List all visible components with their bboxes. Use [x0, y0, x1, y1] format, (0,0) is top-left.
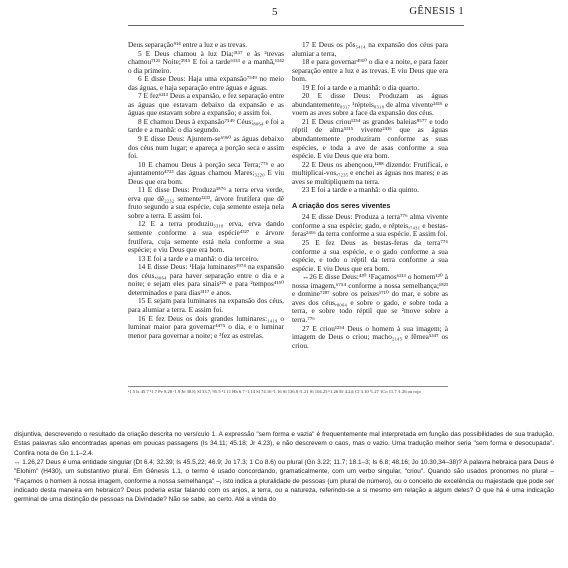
verse-paragraph: 21 E Deus criou¹²⁵⁴ as grandes baleias⁸⁵⁷⁷ e todo réptil de alma⁵³¹⁵ vivente²⁴¹⁶ que as águas abundantemente produziram conforme as suas espécies, e toda a ave de asas conforme a sua espécie. E viu Deus que era bom.: [292, 116, 448, 161]
verse-paragraph: 15 E sejam para luminares na expansão dos céus, para alumiar a terra. E assim foi.: [128, 296, 284, 314]
verse-paragraph: 9 E disse Deus: Ajuntem-se⁶⁹⁶⁰ as águas debaixo dos céus num lugar; e apareça a porção seca e assim foi.: [128, 134, 284, 161]
cross-reference-footnotes: [128, 386, 448, 395]
verse-paragraph: 24 E disse Deus: Produza a terra⁷⁷⁶ alma vivente conforme a sua espécie; gado, e répteis,₇₄₃₁ e bestas-feras²⁴¹⁶ da terra conforme a sua espécie. E assim foi.: [292, 212, 448, 239]
commentary-paragraph: disjuntiva, descrevendo o resultado da criação descrita no versículo 1. A expressão "sem forma e vazia" é frequentemente mal interpretada em função das possibilidades de sua tradução. Estas palavras são encontradas apenas em poucas passagens (Is 34.11; 45.18; Jr 4.23), e não descrevem o caos, mas o vazio. Uma tradução melhor seria "sem forma e desocupada". Confira nota de Gn 1.1–2.4.: [14, 431, 554, 457]
verse-paragraph: 13 E foi a tarde e a manhã: o dia terceiro.: [138, 253, 259, 263]
verse-paragraph: 20 E disse Deus: Produzam as águas abundantemente₈₃₁₇ ¹répteis₈₃₁₈ de alma vivente²⁴¹⁶ e voem as aves sobre a face da expansão dos céus.: [292, 91, 448, 118]
right-text-column: [292, 41, 448, 350]
commentary-paragraph: ↔ 1.26,27 Deus é uma entidade singular (Dt 6.4; 32.39; Is 45.5,22; 46.9; Jo 17.3; 1 Co 8.6) ou plural (Gn 3.22; 11.7; 18.1–3; Is 6.8; 48.16; Jo 10.30,34–38)? A palavra hebraica para Deus é "Elohim" (H430), um substantivo plural. Em Gênesis 1.1, o termo é usado concordando, gramaticalmente, com um verbo singular, "criou". Quando são usados pronomes no plural – "Façamos o homem à nossa imagem, conforme a nossa semelhança" –, isto indica a pluralidade de pessoas (um plural de número), ou o conceito de excelência ou majestade que pode ser indicado desta maneira em hebraico? Deus poderia estar falando com os anjos, a terra, ou a natureza, referindo-se a si mesmo em relação a algum deles? O que há é uma indicação germinal de uma distinção de pessoas na Divindade? Não se sabe, ao certo. Até a vinda do: [14, 459, 554, 504]
verse-paragraph: 11 E disse Deus: Produza¹⁸⁷⁶ a terra erva verde, erva que dê₂₂₃₂ semente²²³³, árvore frutífera que dê fruto segundo a sua espécie, cuja semente esteja nela sobre a terra. E assim foi.: [128, 185, 284, 220]
verse-paragraph: 7 E fez⁶²¹³ Deus a expansão, e fez separação entre as águas que estavam debaixo da expansão e as águas que estavam sobre a expansão; e assim foi.: [128, 91, 284, 118]
verse-paragraph: 17 E Deus os pôs₅₄₁₄ na expansão dos céus para alumiar a terra,: [292, 40, 448, 58]
verse-paragraph: 18 e para governar⁴⁹¹⁰ o dia e a noite, e para fazer separação entre a luz e as trevas. E viu Deus que era bom.: [292, 57, 448, 84]
verse-paragraph: 12 E a terra produziu₃₃₁₈ erva, erva dando semente conforme a sua espécie⁴³²⁷ e árvore frutífera, cuja semente está nela conforme a sua espécie; e viu Deus que era bom.: [128, 219, 284, 255]
commentary-notes: [14, 430, 554, 505]
verse-paragraph: 14 E disse Deus: ¹Haja luminares³⁹⁷⁴ na expansão dos céus,₈₀₆₄ para haver separação entre o dia e a noite; e sejam eles para sinais²²⁶ e para ²tempos⁴¹⁵⁰ determinados e para dias³¹¹⁷ e anos.: [128, 262, 284, 297]
verse-paragraph: 8 E chamou Deus à expansão⁷⁵⁴⁹ Céus;₈₀₆₄ e foi a tarde e a manhã: o dia segundo.: [128, 116, 284, 135]
verse-paragraph: 6 E disse Deus: Haja uma expansão⁷⁵⁴⁹ no meio das águas, e haja separação entre águas e águas.: [128, 74, 284, 92]
verse-paragraph: ↔26 E disse Deus:⁴³⁰ ¹Façamos⁶²¹³ o homem¹²⁰ à nossa imagem,⁶⁷⁵⁴ conforme a nossa semelhança;¹⁸²³ e domine⁷²⁸⁷ sobre os peixes¹⁷¹⁰ do mar, e sobre as aves dos céus,₈₀₆₄ e sobre o gado, e sobre toda a terra, e sobre todo réptil que se ²move sobre a terra.⁷⁷⁶: [292, 272, 448, 324]
verse-paragraph: Deus separação⁹¹⁴ entre a luz e as trevas.: [128, 40, 248, 49]
verse-paragraph: 16 E fez Deus os dois grandes luminares:₁₄₁₉ o luminar maior para governar⁴⁴⁷⁵ o dia, e o luminar menor para governar a noite; e ²fez as estrelas.: [128, 313, 284, 340]
page-number: 5: [272, 6, 278, 18]
verse-paragraph: 23 E foi a tarde e a manhã: o dia quinto.: [302, 185, 419, 195]
footnote-line: ᵃ1.5 Is 45.7 ᵇ1.7 Pv 8.28 ᶜ1.9 Jó 38.8; Sl 33.7; 95.5 ᵈ1.11 Hb 6.7 ᵉ1.14 Sl 74.16 ᶠ1.16 Sl 136.8 ᵍ1.21 Sl 104.25 ʰ1.26 Ef 4.24; Cl 3.10 ⁱ1.27 1Co 11.7 ʲ1.26 ou rojo: [128, 389, 421, 394]
verse-paragraph: 22 E Deus os abençoou,¹²⁸⁸ dizendo: Frutificai, e multiplicai-vos,₇₂₃₅ e enchei as águas nos mares; e as aves se multipliquem na terra.: [292, 159, 448, 186]
verse-paragraph: 5 E Deus chamou à luz Dia;³¹¹⁷ e às ²trevas chamou⁷¹²¹ Noite;³⁹¹⁵ E foi a tarde⁶¹⁵³ e a manhã,¹²⁴² o dia primeiro.: [128, 48, 284, 75]
verse-paragraph: 19 E foi a tarde e a manhã: o dia quarto.: [302, 82, 419, 92]
book-reference: GÊNESIS 1: [409, 6, 464, 17]
left-text-column: [128, 41, 284, 340]
page-header: [0, 6, 568, 22]
verse-paragraph: 10 E chamou Deus à porção seca Terra;⁷⁷⁶ e ao ajuntamento⁴⁷²³ das águas chamou Mares;₃₂₂₀ E viu Deus que era bom.: [128, 159, 284, 186]
section-heading: A criação dos seres viventes: [292, 200, 391, 210]
verse-paragraph: 27 E criou¹²⁵⁴ Deus o homem à sua imagem; à imagem de Deus o criou; macho₂₁₄₅ e fêmea⁵³⁴⁷ os criou.: [292, 323, 448, 350]
header-rule: [128, 25, 464, 26]
verse-paragraph: 25 E fez Deus as bestas-feras da terra⁷⁷⁶ conforme a sua espécie, e o gado conforme a sua espécie, e todo o réptil da terra conforme a sua espécie. E viu Deus que era bom.: [292, 238, 448, 273]
